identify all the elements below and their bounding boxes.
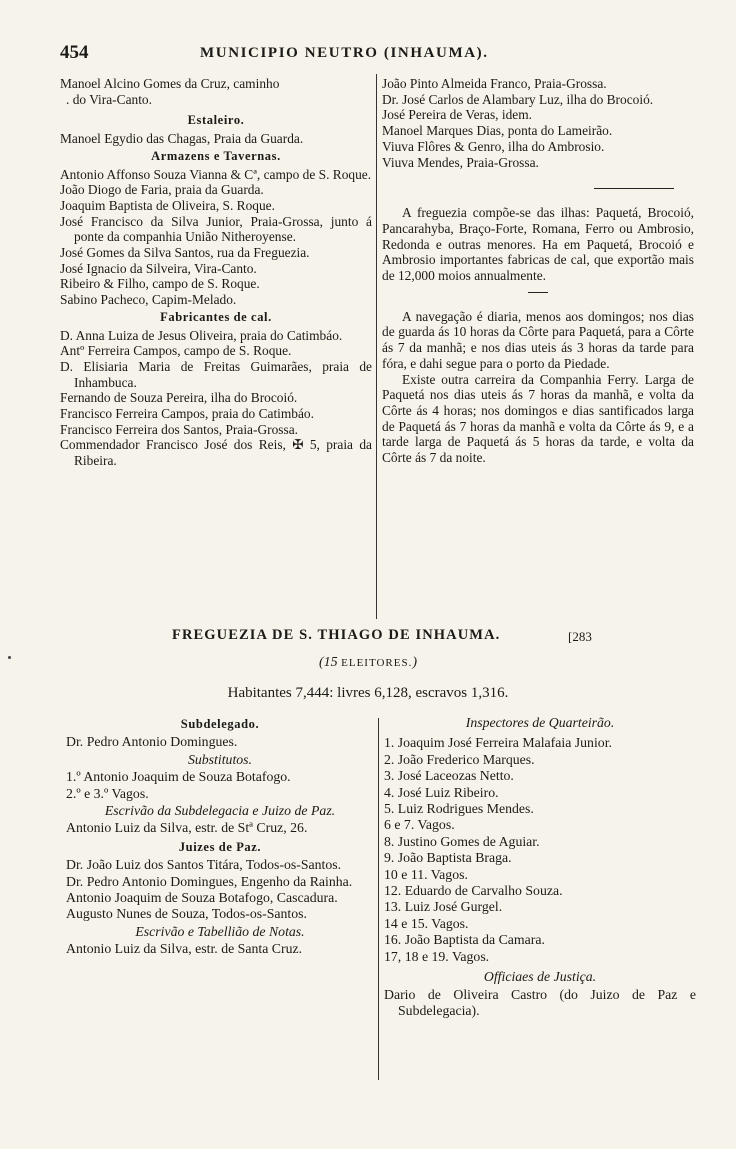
list-item: 9. João Baptista Braga. (384, 850, 512, 866)
section-heading-substitutos: Substitutos. (187, 751, 252, 767)
list-item: Antonio Affonso Souza Vianna & Cª, campo de S. Roque. (60, 166, 372, 182)
list-item: Ribeiro & Filho, campo de S. Roque. (60, 276, 260, 292)
list-item: Antº Ferreira Campos, campo de S. Roque. (60, 343, 292, 359)
list-item: 4. José Luiz Ribeiro. (384, 784, 499, 800)
list-item: 6 e 7. Vagos. (384, 817, 455, 833)
list-item: José Francisco da Silva Junior, Praia-Grossa, junto á ponte da companhia União Nitheroyense. (60, 213, 372, 245)
eleitores-line (0, 655, 736, 671)
page-number: 454 (60, 42, 89, 63)
list-item: José Pereira de Veras, idem. (382, 107, 532, 123)
list-item: 2.º e 3.º Vagos. (66, 785, 149, 801)
list-item: 3. José Laceozas Netto. (384, 768, 514, 784)
list-item: 8. Justino Gomes de Aguiar. (384, 833, 540, 849)
list-item: Dr. José Carlos de Alambary Luz, ilha do Brocoió. (382, 91, 654, 107)
list-item: Joaquim Baptista de Oliveira, S. Roque. (60, 197, 275, 213)
list-item: . do Vira-Canto. (66, 91, 152, 107)
list-item: Fernando de Souza Pereira, ilha do Brocoió. (60, 390, 298, 406)
paragraph-navegacao: A navegação é diaria, menos aos domingos; nos dias de guarda ás 10 horas da Côrte para Paquetá, para a Côrte ás 7 da manhã; e nos dias uteis ás 3 horas da tarde para fóra, e dahi segue para o porto da Piedade. (382, 308, 694, 371)
list-item: 13. Luiz José Gurgel. (384, 899, 503, 915)
eleitores-close: ) (412, 655, 418, 670)
left-column-top (60, 76, 372, 469)
list-item: João Diogo de Faria, praia da Guarda. (60, 182, 264, 198)
section-heading-armazens: Armazens e Tavernas. (151, 148, 281, 163)
freguezia-number: [283 (568, 629, 592, 644)
section-heading-fabricantes: Fabricantes de cal. (160, 309, 272, 324)
eleitores-count: (15 (318, 655, 338, 670)
section-dash (528, 292, 548, 293)
section-heading-estaleiro: Estaleiro. (187, 113, 245, 128)
list-item: Commendador Francisco José dos Reis, ✠ 5, praia da Ribeira. (60, 437, 372, 469)
list-item: Manoel Marques Dias, ponta do Lameirão. (382, 123, 613, 139)
list-item: Augusto Nunes de Souza, Todos-os-Santos. (66, 906, 307, 922)
list-item: 14 e 15. Vagos. (384, 915, 469, 931)
list-item: Sabino Pacheco, Capim-Melado. (60, 292, 237, 308)
list-item: Francisco Ferreira Campos, praia do Catimbáo. (60, 406, 314, 422)
paragraph-ferry: Existe outra carreira da Companhia Ferry. Larga de Paquetá nos dias uteis ás 7 horas da manhã, e volta da Côrte ás 4 horas; nos domingos e dias santificados larga de Paquetá ás 7 horas da manhã e volta da Côrte ás 9, e a tarde larga de Paquetá ás 5 horas da tarde, e volta da Côrte ás 7 da noite. (382, 371, 694, 466)
list-item: Dr. Pedro Antonio Domingues, Engenho da Rainha. (66, 873, 353, 889)
list-item: Viuva Mendes, Praia-Grossa. (382, 154, 539, 170)
list-item: Francisco Ferreira dos Santos, Praia-Grossa. (60, 421, 298, 437)
list-item: 10 e 11. Vagos. (384, 866, 468, 882)
section-heading-subdelegado: Subdelegado. (180, 717, 260, 731)
habitantes-line: Habitantes 7,444: livres 6,128, escravos 1,316. (227, 685, 509, 701)
column-divider (378, 718, 379, 1080)
list-item: 1. Joaquim José Ferreira Malafaia Junior. (384, 735, 612, 751)
eleitores-word: ELEITORES. (341, 657, 413, 669)
section-heading-officiaes: Officiaes de Justiça. (483, 969, 597, 985)
list-item: 1.º Antonio Joaquim de Souza Botafogo. (66, 769, 291, 785)
list-item: Dr. João Luiz dos Santos Titára, Todos-os-Santos. (66, 857, 342, 873)
list-item: Dr. Pedro Antonio Domingues. (66, 734, 238, 750)
section-heading-juizes: Juizes de Paz. (178, 839, 262, 854)
page-title: MUNICIPIO NEUTRO (INHAUMA). (200, 45, 489, 61)
list-item: Viuva Flôres & Genro, ilha do Ambrosio. (382, 138, 605, 154)
right-column-bottom (384, 714, 696, 1019)
list-item: 2. João Frederico Marques. (384, 751, 535, 767)
left-column-bottom (66, 714, 374, 958)
list-item: João Pinto Almeida Franco, Praia-Grossa. (382, 76, 607, 91)
list-item: 12. Eduardo de Carvalho Souza. (384, 883, 563, 899)
stray-mark (8, 656, 11, 659)
right-column-top (382, 76, 694, 466)
list-item: 17, 18 e 19. Vagos. (384, 948, 490, 964)
list-item: Antonio Luiz da Silva, estr. de Stª Cruz, 26. (66, 820, 308, 836)
section-heading-escrivao-notas: Escrivão e Tabellião de Notas. (135, 923, 305, 939)
section-heading-inspectores: Inspectores de Quarteirão. (465, 715, 615, 730)
list-item: Antonio Luiz da Silva, estr. de Santa Cruz. (66, 941, 303, 957)
list-item: Dario de Oliveira Castro (do Juizo de Paz e Subdelegacia). (384, 986, 696, 1018)
list-item: José Gomes da Silva Santos, rua da Freguezia. (60, 245, 310, 261)
list-item: 5. Luiz Rodrigues Mendes. (384, 801, 534, 817)
freguezia-title: FREGUEZIA DE S. THIAGO DE INHAUMA. (172, 627, 501, 643)
list-item: D. Anna Luiza de Jesus Oliveira, praia do Catimbáo. (60, 327, 343, 343)
list-item: D. Elisiaria Maria de Freitas Guimarães, praia de Inhambuca. (60, 358, 372, 390)
running-header (60, 44, 700, 64)
section-heading-escrivao-subdelegacia: Escrivão da Subdelegacia e Juizo de Paz. (104, 803, 336, 819)
list-item: Antonio Joaquim de Souza Botafogo, Cascadura. (66, 890, 338, 906)
list-item: 16. João Baptista da Camara. (384, 932, 545, 948)
list-item: Manoel Egydio das Chagas, Praia da Guarda. (60, 131, 304, 147)
paragraph-ilhas: A freguezia compõe-se das ilhas: Paquetá, Brocoió, Pancarahyba, Braço-Forte, Romana, Ferro ou Ambrosio, Redonda e outras menores. Ha em Paquetá, Brocoió e Ambrosio importantes fabricas de cal, que exportão mais de 12,000 moios annualmente. (382, 205, 694, 284)
list-item: José Ignacio da Silveira, Vira-Canto. (60, 260, 257, 276)
column-divider (376, 74, 377, 619)
section-rule (594, 188, 674, 189)
list-item: Manoel Alcino Gomes da Cruz, caminho (60, 76, 280, 91)
